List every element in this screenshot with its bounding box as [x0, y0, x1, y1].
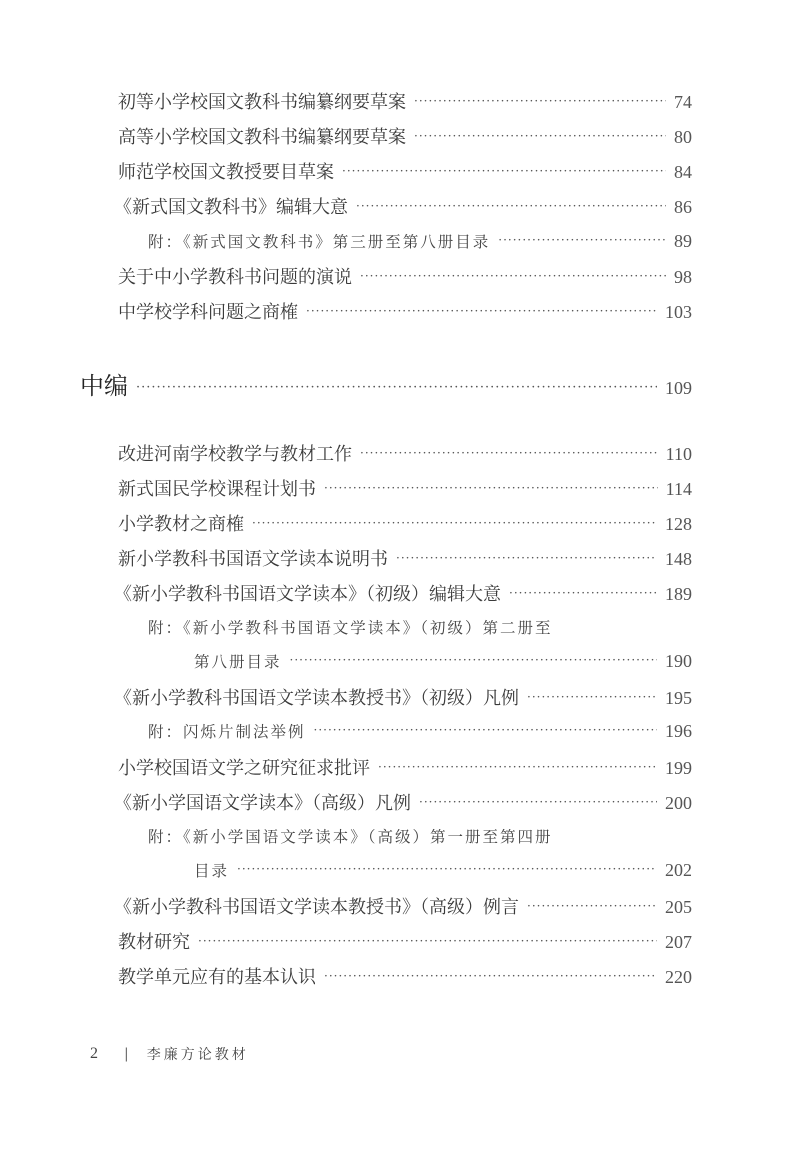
toc-entry-title: 中学校学科问题之商榷	[118, 302, 298, 323]
toc-subentry[interactable]	[148, 825, 692, 847]
toc-entry-page: 74	[674, 92, 692, 112]
toc-entry-page: 200	[665, 793, 692, 813]
toc-entry-title: 附：《新式国文教科书》第三册至第八册目录	[148, 233, 491, 251]
toc-entry-title: 《新式国文教科书》编辑大意	[114, 197, 348, 218]
toc-entry-page: 148	[665, 549, 692, 569]
toc-entry-title: 第八册目录	[194, 653, 282, 671]
toc-entry[interactable]	[118, 123, 692, 149]
dot-leader	[498, 233, 666, 247]
toc-entry-title: 新小学教科书国语文学读本说明书	[118, 549, 388, 570]
toc-entry[interactable]	[118, 928, 692, 954]
toc-entry-title: 小学教材之商榷	[118, 514, 244, 535]
toc-entry[interactable]	[118, 963, 692, 989]
toc-entry-page: 205	[665, 897, 692, 917]
toc-entry[interactable]	[118, 158, 692, 184]
toc-entry-page: 199	[665, 758, 692, 778]
toc-subentry-continuation[interactable]	[194, 859, 692, 881]
dot-leader	[378, 760, 657, 774]
toc-entry-page: 196	[665, 721, 692, 741]
book-title: 李廉方论教材	[146, 1047, 249, 1063]
dot-leader	[252, 516, 657, 530]
dot-leader	[237, 862, 657, 876]
toc-entry-title: 教材研究	[118, 932, 190, 953]
toc-entry-page: 110	[665, 444, 692, 464]
toc-entry-title: 小学校国语文学之研究征求批评	[118, 758, 370, 779]
toc-entry-page: 128	[665, 514, 692, 534]
toc-entry-page: 84	[674, 162, 692, 182]
toc-entry[interactable]	[118, 88, 692, 114]
toc-entry[interactable]	[118, 510, 692, 536]
dot-leader	[136, 380, 657, 395]
toc-entry-page: 114	[665, 479, 692, 499]
toc-entry[interactable]	[118, 545, 692, 571]
dot-leader	[396, 551, 657, 565]
toc-entry-page: 195	[665, 688, 692, 708]
toc-entry-title: 高等小学校国文教科书编纂纲要草案	[118, 127, 406, 148]
toc-entry-page: 80	[674, 127, 692, 147]
dot-leader	[356, 199, 666, 213]
section-title: 中编	[80, 372, 128, 400]
toc-entry-title: 关于中小学教科书问题的演说	[118, 267, 352, 288]
dot-leader	[342, 164, 666, 178]
toc-subentry[interactable]	[148, 616, 692, 638]
toc-entry-page: 207	[665, 932, 692, 952]
toc-entry-title: 《新小学教科书国语文学读本教授书》（高级）例言	[114, 897, 519, 918]
toc-entry[interactable]	[114, 893, 692, 919]
dot-leader	[324, 481, 658, 495]
toc-entry[interactable]	[118, 475, 692, 501]
dot-leader	[360, 446, 658, 460]
toc-entry[interactable]	[114, 789, 692, 815]
toc-entry[interactable]	[114, 684, 692, 710]
toc-subentry[interactable]	[148, 720, 692, 742]
dot-leader	[419, 795, 657, 809]
toc-entry[interactable]	[118, 263, 692, 289]
dot-leader	[324, 969, 657, 983]
toc-entry[interactable]	[118, 298, 692, 324]
toc-entry[interactable]	[118, 440, 692, 466]
toc-entry-page: 189	[665, 584, 692, 604]
toc-entry[interactable]	[118, 754, 692, 780]
toc-entry-page: 103	[665, 302, 692, 322]
toc-section-heading[interactable]	[80, 366, 692, 401]
toc-entry[interactable]	[114, 580, 692, 606]
dot-leader	[414, 94, 666, 108]
toc-entry[interactable]	[114, 193, 692, 219]
toc-entry-title: 附：《新小学教科书国语文学读本》（初级）第二册至	[148, 619, 553, 637]
toc-subentry-continuation[interactable]	[194, 650, 692, 672]
toc-entry-title: 目录	[194, 862, 230, 880]
toc-entry-page: 86	[674, 197, 692, 217]
dot-leader	[414, 129, 666, 143]
dot-leader	[509, 586, 657, 600]
toc-entry-page: 202	[665, 860, 692, 880]
footer-separator: |	[124, 1046, 129, 1062]
toc-entry-title: 《新小学教科书国语文学读本教授书》（初级）凡例	[114, 688, 519, 709]
dot-leader	[198, 934, 657, 948]
toc-entry-title: 《新小学教科书国语文学读本》（初级）编辑大意	[114, 584, 501, 605]
dot-leader	[306, 304, 657, 318]
dot-leader	[290, 653, 657, 667]
toc-entry-title: 师范学校国文教授要目草案	[118, 162, 334, 183]
dot-leader	[527, 690, 657, 704]
toc-subentry[interactable]	[148, 230, 692, 252]
toc-entry-title: 新式国民学校课程计划书	[118, 479, 316, 500]
toc-entry-title: 教学单元应有的基本认识	[118, 967, 316, 988]
toc-entry-page: 190	[665, 651, 692, 671]
page-footer	[90, 1044, 249, 1064]
toc-entry-title: 初等小学校国文教科书编纂纲要草案	[118, 92, 406, 113]
page-number: 2	[90, 1045, 98, 1062]
dot-leader	[360, 269, 666, 283]
toc-entry-page: 220	[665, 967, 692, 987]
section-page: 109	[665, 378, 692, 398]
toc-entry-page: 98	[674, 267, 692, 287]
toc-entry-title: 附：闪烁片制法举例	[148, 723, 306, 741]
toc-entry-page: 89	[674, 231, 692, 251]
toc-entry-title: 《新小学国语文学读本》（高级）凡例	[114, 793, 411, 814]
dot-leader	[314, 723, 657, 737]
dot-leader	[527, 899, 657, 913]
toc-entry-title: 附：《新小学国语文学读本》（高级）第一册至第四册	[148, 828, 553, 846]
toc-entry-title: 改进河南学校教学与教材工作	[118, 444, 352, 465]
